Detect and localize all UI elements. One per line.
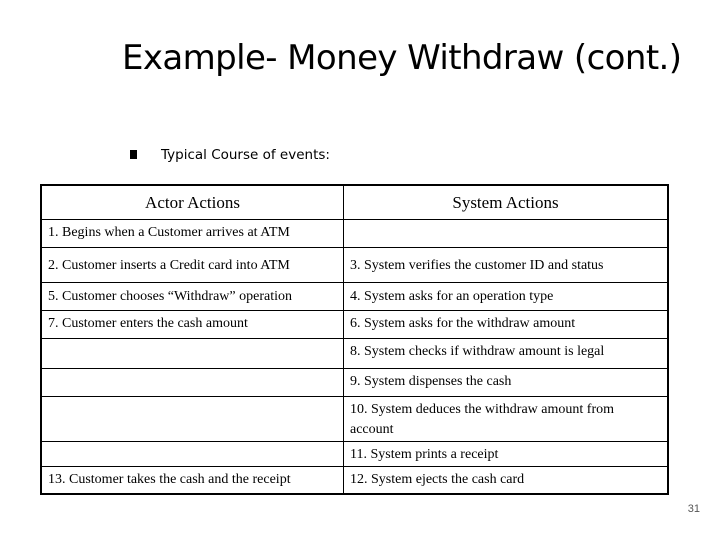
table-header-row <box>41 185 668 219</box>
actor-cell: 5. Customer chooses “Withdraw” operation <box>41 282 344 310</box>
actor-cell: 13. Customer takes the cash and the receipt <box>41 466 344 494</box>
header-actor-actions: Actor Actions <box>41 185 344 219</box>
system-cell: 6. System asks for the withdraw amount <box>344 310 669 338</box>
table-row <box>41 219 668 247</box>
table-row <box>41 247 668 282</box>
system-cell: 11. System prints a receipt <box>344 441 669 466</box>
slide-title: Example- Money Withdraw (cont.) <box>122 38 682 78</box>
system-cell: 8. System checks if withdraw amount is legal <box>344 338 669 368</box>
table-row <box>41 282 668 310</box>
header-system-actions: System Actions <box>344 185 669 219</box>
table-row <box>41 368 668 396</box>
events-table <box>40 184 669 495</box>
actor-cell <box>41 396 344 441</box>
actor-cell: 2. Customer inserts a Credit card into ATM <box>41 247 344 282</box>
actor-cell: 1. Begins when a Customer arrives at ATM <box>41 219 344 247</box>
table-row <box>41 338 668 368</box>
actor-cell <box>41 441 344 466</box>
system-cell: 10. System deduces the withdraw amount from account <box>344 396 669 441</box>
table-row <box>41 466 668 494</box>
system-cell: 4. System asks for an operation type <box>344 282 669 310</box>
actor-cell <box>41 368 344 396</box>
system-cell: 9. System dispenses the cash <box>344 368 669 396</box>
system-cell: 12. System ejects the cash card <box>344 466 669 494</box>
system-cell <box>344 219 669 247</box>
bullet-text: Typical Course of events: <box>161 147 330 163</box>
table-row <box>41 441 668 466</box>
actor-cell <box>41 338 344 368</box>
system-cell: 3. System verifies the customer ID and status <box>344 247 669 282</box>
table-row <box>41 310 668 338</box>
table-row <box>41 396 668 441</box>
actor-cell: 7. Customer enters the cash amount <box>41 310 344 338</box>
page-number: 31 <box>687 503 700 515</box>
square-bullet-icon <box>130 150 137 159</box>
